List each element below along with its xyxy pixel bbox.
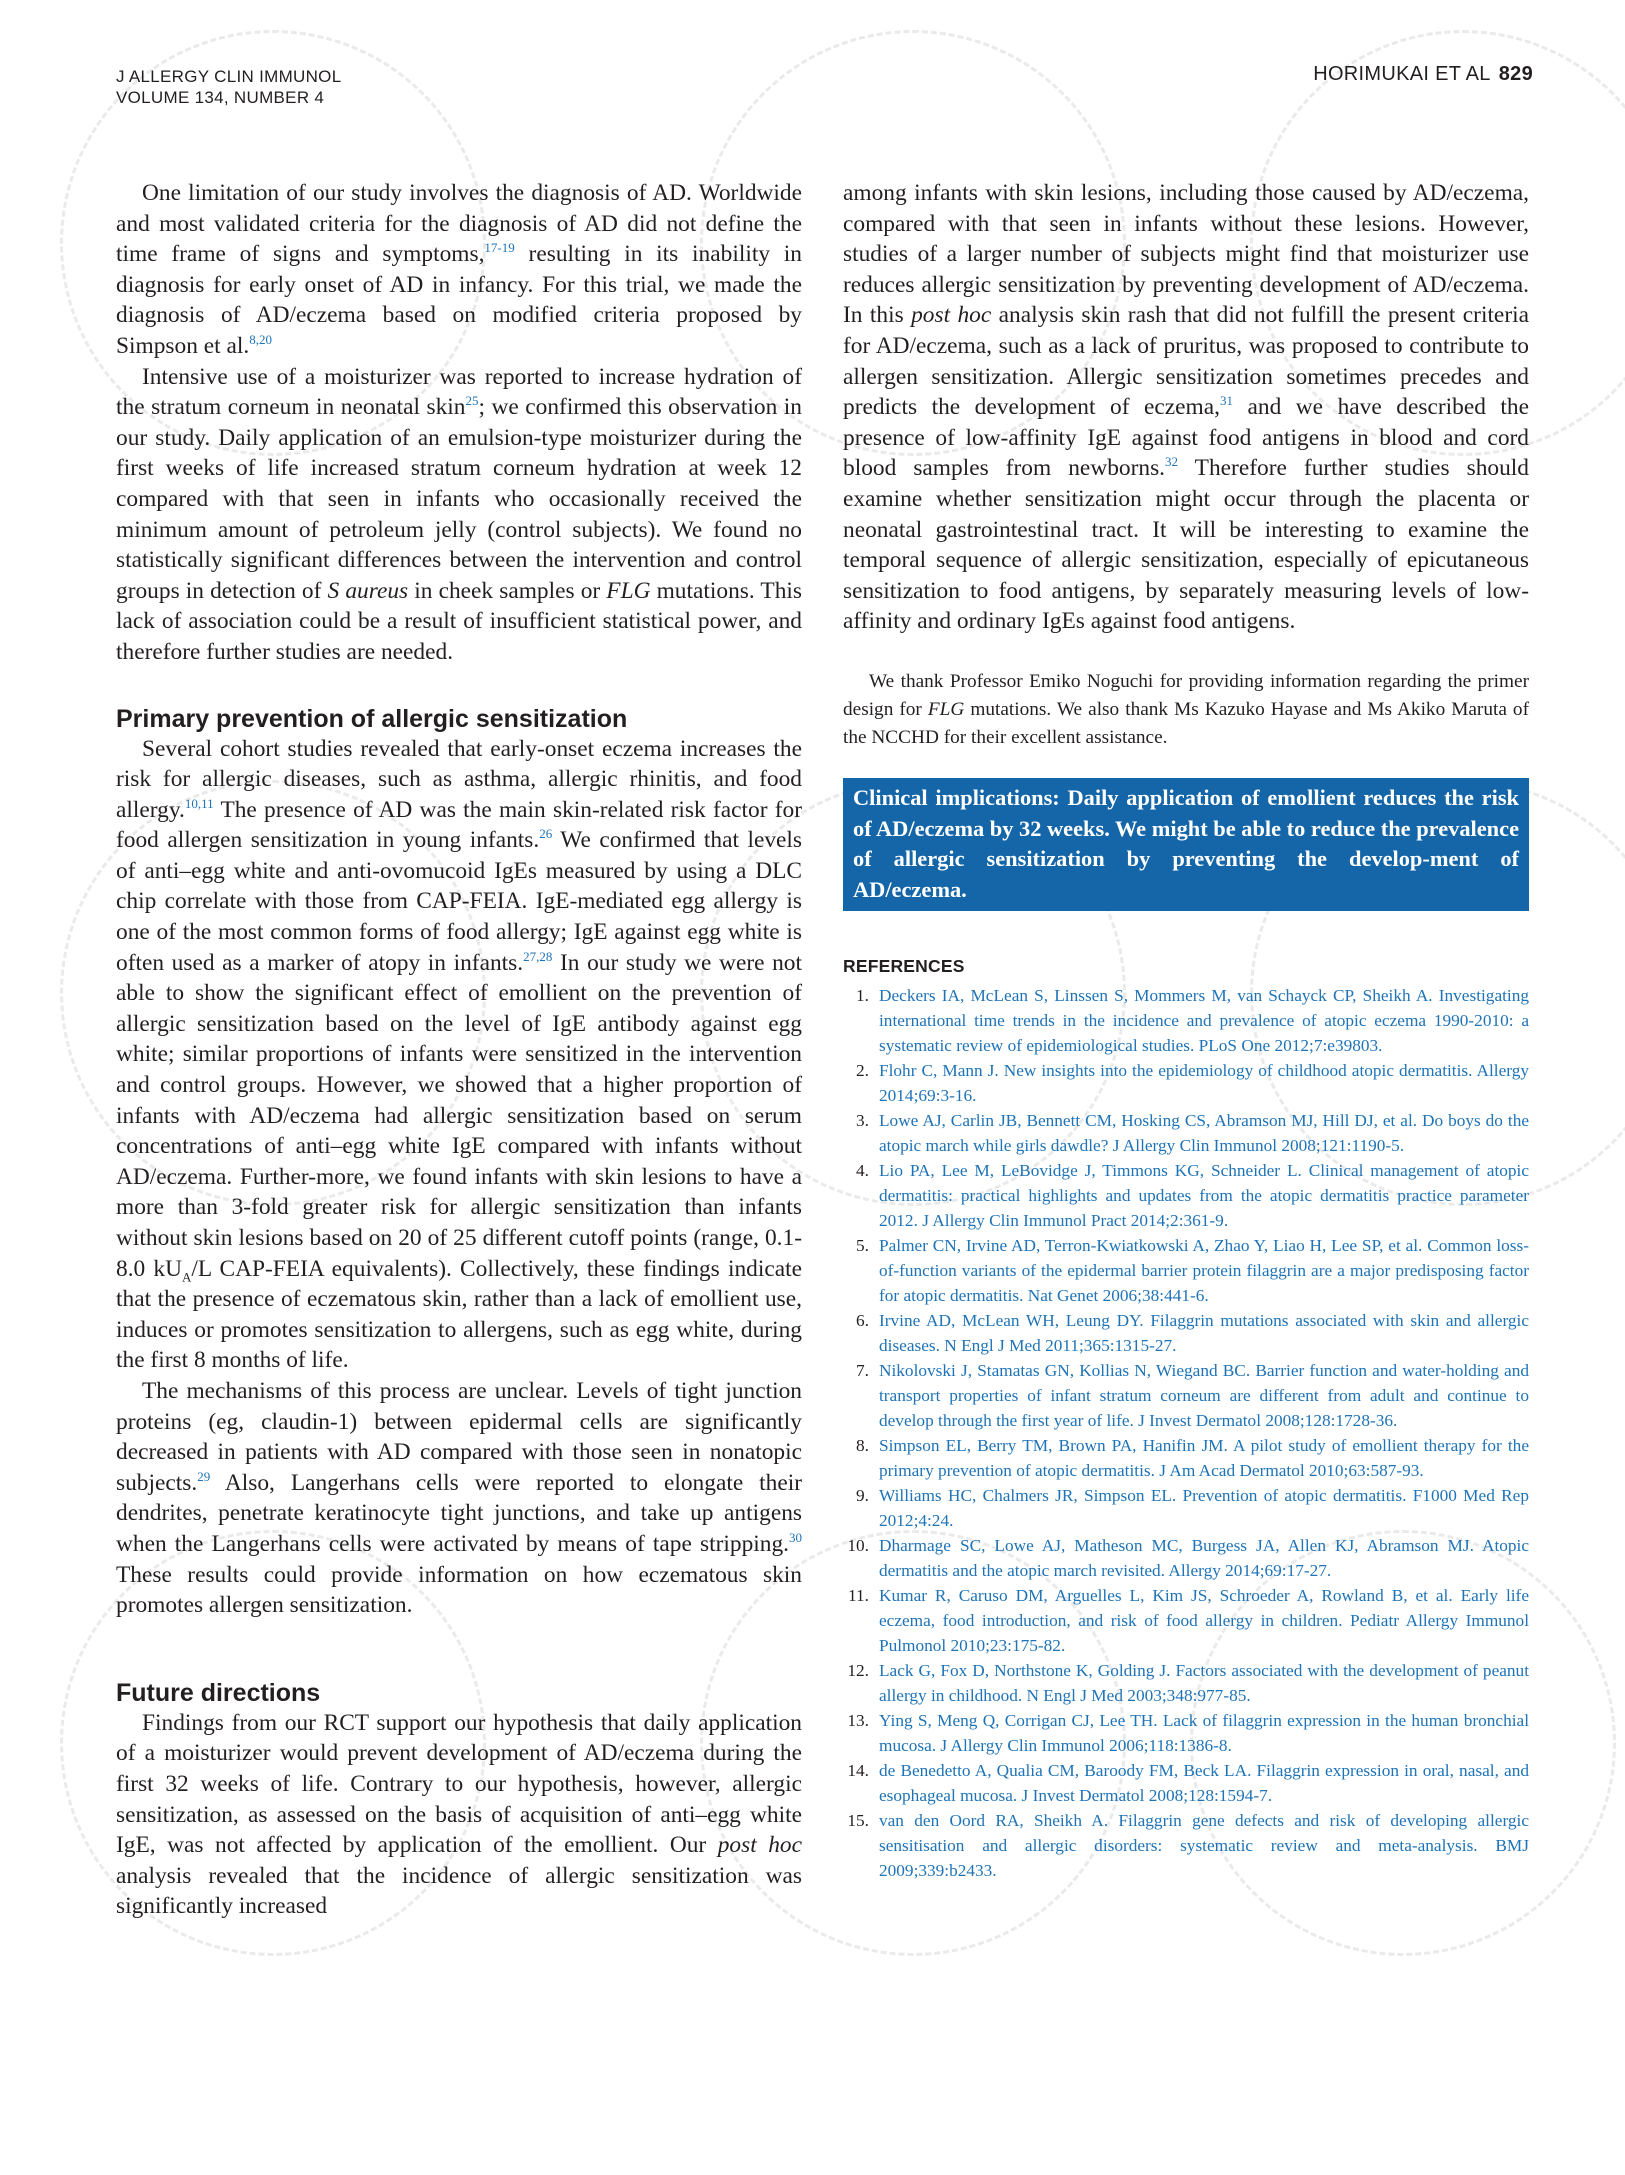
reference-item [843,1233,1529,1308]
reference-item [843,1583,1529,1658]
journal-name: J ALLERGY CLIN IMMUNOL [116,67,342,86]
paragraph: Several cohort studies revealed that early-onset eczema increases the risk for allergic diseases, such as asthma, allergic rhinitis, and food allergy.$^{10,11}$ The presence of AD was the main skin-related risk factor for food allergen sensitization in young infants.$^{26}$ We confirmed that levels of anti–egg white and anti-ovomucoid IgEs measured by using a DLC chip correlate with those from CAP-FEIA. IgE-mediated egg allergy is one of the most common forms of food allergy; IgE against egg white is often used as a marker of atopy in infants.$^{27,28}$ In our study we were not able to show the significant effect of emollient on the prevention of allergic sensitization based on the level of IgE antibody against egg white; similar proportions of infants were sensitized in the intervention and control groups. However, we showed that a higher proportion of infants with AD/eczema had allergic sensitization based on serum concentrations of anti–egg white IgE compared with infants without AD/eczema. Further-more, we found infants with skin lesions to have a more than 3-fold greater risk for allergic sensitization than infants without skin lesions based on 20 of 25 different cutoff points (range, 0.1-8.0 $kU_A/L$ CAP-FEIA equivalents). Collectively, these findings indicate that the presence of eczematous skin, rather than a lack of emollient use, induces or promotes sensitization to allergens, such as egg white, during the first 8 months of life. [116,735,802,1374]
citation-link[interactable]: 30 [789,1529,802,1545]
reference-link[interactable]: Lack G, Fox D, Northstone K, Golding J. Factors associated with the development of peanut allergy in childhood. N Engl J Med 2003;348:977-85. [879,1661,1529,1706]
reference-item [843,1708,1529,1758]
reference-number: 4. [856,1161,869,1181]
reference-item [843,1158,1529,1233]
page-number: 829 [1498,63,1533,85]
citation-link[interactable]: 27,28 [523,948,553,964]
reference-number: 12. [847,1661,869,1681]
reference-item [843,1058,1529,1108]
reference-link[interactable]: Lowe AJ, Carlin JB, Bennett CM, Hosking CS, Abramson MJ, Hill DJ, et al. Do boys do the atopic march while girls dawdle? J Allergy Clin Immunol 2008;121:1190-5. [879,1111,1529,1156]
reference-number: 7. [856,1361,869,1381]
reference-link[interactable]: Kumar R, Caruso DM, Arguelles L, Kim JS, Schroeder A, Rowland B, et al. Early life eczema, food introduction, and risk of food allergy in children. Pediatr Allergy Immunol Pulmonol 2010;23:175-82. [879,1586,1529,1656]
reference-number: 8. [856,1436,869,1456]
reference-link[interactable]: van den Oord RA, Sheikh A. Filaggrin gene defects and risk of developing allergic sensitisation and allergic disorders: systematic review and meta-analysis. BMJ 2009;339:b2433. [879,1811,1529,1881]
reference-number: 6. [856,1311,869,1331]
reference-link[interactable]: Palmer CN, Irvine AD, Terron-Kwiatkowski A, Zhao Y, Liao H, Lee SP, et al. Common loss-of-function variants of the epidermal barrier protein filaggrin are a major predisposing factor for atopic dermatitis. Nat Genet 2006;38:441-6. [879,1236,1529,1306]
reference-number: 11. [848,1586,869,1606]
author-running-head: HORIMUKAI ET AL [1313,63,1491,85]
reference-number: 5. [856,1236,869,1256]
reference-link[interactable]: de Benedetto A, Qualia CM, Baroody FM, Beck LA. Filaggrin expression in oral, nasal, and esophageal mucosa. J Invest Dermatol 2008;128:1594-7. [879,1761,1529,1806]
paragraph: among infants with skin lesions, including those caused by AD/eczema, compared with that seen in infants without these lesions. However, studies of a larger number of subjects might find that moisturizer use reduces allergic sensitization by preventing development of AD/eczema. In this post hoc analysis skin rash that did not fulfill the present criteria for AD/eczema, such as a lack of pruritus, was proposed to contribute to allergen sensitization. Allergic sensitization sometimes precedes and predicts the development of eczema,$^{31}$ and we have described the presence of low-affinity IgE against food antigens in blood and cord blood samples from newborns.$^{32}$ Therefore further studies should examine whether sensitization might occur through the placenta or neonatal gastrointestinal tract. It will be interesting to examine the temporal sequence of allergic sensitization, especially of epicutaneous sensitization to food antigens, by separately measuring levels of low-affinity and ordinary IgEs against food antigens. [843,180,1529,635]
section-heading: Future directions [116,1678,321,1707]
acknowledgments: We thank Professor Emiko Noguchi for providing information regarding the primer design for FLG mutations. We also thank Ms Kazuko Hayase and Ms Akiko Maruta of the NCCHD for their excellent assistance. [843,670,1529,748]
reference-number: 14. [847,1761,869,1781]
citation-link[interactable]: 10,11 [184,795,214,811]
reference-link[interactable]: Dharmage SC, Lowe AJ, Matheson MC, Burgess JA, Allen KJ, Abramson MJ. Atopic dermatitis and the atopic march revisited. Allergy 2014;69:17-27. [879,1536,1529,1581]
paragraph: The mechanisms of this process are unclear. Levels of tight junction proteins (eg, claudin-1) between epidermal cells are significantly decreased in patients with AD compared with those seen in nonatopic subjects.$^{29}$ Also, Langerhans cells were reported to elongate their dendrites, penetrate keratinocyte tight junctions, and take up antigens when the Langerhans cells were activated by means of tape stripping.$^{30}$ These results could provide information on how eczematous skin promotes allergen sensitization. [116,1377,802,1619]
reference-number: 15. [847,1811,869,1831]
reference-link[interactable]: Simpson EL, Berry TM, Brown PA, Hanifin JM. A pilot study of emollient therapy for the primary prevention of atopic dermatitis. J Am Acad Dermatol 2010;63:587-93. [879,1436,1529,1481]
reference-link[interactable]: Lio PA, Lee M, LeBovidge J, Timmons KG, Schneider L. Clinical management of atopic dermatitis: practical highlights and updates from the atopic dermatitis practice parameter 2012. J Allergy Clin Immunol Pract 2014;2:361-9. [879,1161,1529,1231]
right-column [843,178,1529,1883]
running-header-left [116,66,341,108]
citation-link[interactable]: 31 [1219,393,1233,409]
reference-list [843,983,1529,1883]
reference-link[interactable]: Flohr C, Mann J. New insights into the epidemiology of childhood atopic dermatitis. Allergy 2014;69:3-16. [879,1061,1529,1106]
reference-item [843,1533,1529,1583]
reference-number: 3. [856,1111,869,1131]
reference-item [843,1808,1529,1883]
reference-link[interactable]: Irvine AD, McLean WH, Leung DY. Filaggrin mutations associated with skin and allergic diseases. N Engl J Med 2011;365:1315-27. [879,1311,1529,1356]
citation-link[interactable]: 32 [1165,454,1179,470]
citation-link[interactable]: 25 [465,393,479,409]
reference-link[interactable]: Williams HC, Chalmers JR, Simpson EL. Prevention of atopic dermatitis. F1000 Med Rep 2012;4:24. [879,1486,1529,1531]
left-column [116,178,802,1922]
paragraph: Findings from our RCT support our hypothesis that daily application of a moisturizer would prevent development of AD/eczema during the first 32 weeks of life. Contrary to our hypothesis, however, allergic sensitization, as assessed on the basis of acquisition of anti–egg white IgE, was not affected by application of the emollient. Our post hoc analysis revealed that the incidence of allergic sensitization was significantly increased [116,1709,802,1920]
section-heading: Primary prevention of allergic sensitization [116,704,628,733]
reference-link[interactable]: Ying S, Meng Q, Corrigan CJ, Lee TH. Lack of filaggrin expression in the human bronchial mucosa. J Allergy Clin Immunol 2006;118:1386-8. [879,1711,1529,1756]
paragraph: Intensive use of a moisturizer was reported to increase hydration of the stratum corneum in neonatal skin$^{25}$; we confirmed this observation in our study. Daily application of an emulsion-type moisturizer during the first weeks of life increased stratum corneum hydration at week 12 compared with that seen in infants who occasionally received the minimum amount of petroleum jelly (control subjects). We found no statistically significant differences between the intervention and control groups in detection of S aureus in cheek samples or FLG mutations. This lack of association could be a result of insufficient statistical power, and therefore further studies are needed. [116,363,802,665]
reference-item [843,1358,1529,1433]
clinical-implications-box: Clinical implications: Daily application of emollient reduces the risk of AD/eczema by 32 weeks. We might be able to reduce the prevalence of allergic sensitization by preventing the develop-ment of AD/eczema. [843,778,1529,911]
reference-item [843,1433,1529,1483]
reference-link[interactable]: Deckers IA, McLean S, Linssen S, Mommers M, van Schayck CP, Sheikh A. Investigating international time trends in the incidence and prevalence of atopic eczema 1990-2010: a systematic review of epidemiological studies. PLoS One 2012;7:e39803. [879,986,1529,1056]
citation-link[interactable]: 8,20 [249,331,272,347]
citation-link[interactable]: 26 [539,826,553,842]
reference-item [843,1308,1529,1358]
reference-item [843,1483,1529,1533]
references-heading: REFERENCES [843,956,965,977]
reference-number: 10. [847,1536,869,1556]
reference-number: 13. [847,1711,869,1731]
running-header-right [1313,64,1533,85]
citation-link[interactable]: 17-19 [484,240,515,256]
reference-item [843,1758,1529,1808]
citation-link[interactable]: 29 [197,1468,211,1484]
journal-volume: VOLUME 134, NUMBER 4 [116,88,325,107]
reference-item [843,1658,1529,1708]
reference-number: 9. [856,1486,869,1506]
paragraph: One limitation of our study involves the diagnosis of AD. Worldwide and most validated criteria for the diagnosis of AD did not define the time frame of signs and symptoms,$^{17-19}$ resulting in its inability in diagnosis for early onset of AD in infancy. For this trial, we made the diagnosis of AD/eczema based on modified criteria proposed by Simpson et al.$^{8,20}$ [116,180,802,359]
reference-number: 2. [856,1061,869,1081]
reference-number: 1. [856,986,869,1006]
reference-link[interactable]: Nikolovski J, Stamatas GN, Kollias N, Wiegand BC. Barrier function and water-holding and transport properties of infant stratum corneum are different from adult and continue to develop through the first year of life. J Invest Dermatol 2008;128:1728-36. [879,1361,1529,1431]
reference-item [843,1108,1529,1158]
reference-item [843,983,1529,1058]
